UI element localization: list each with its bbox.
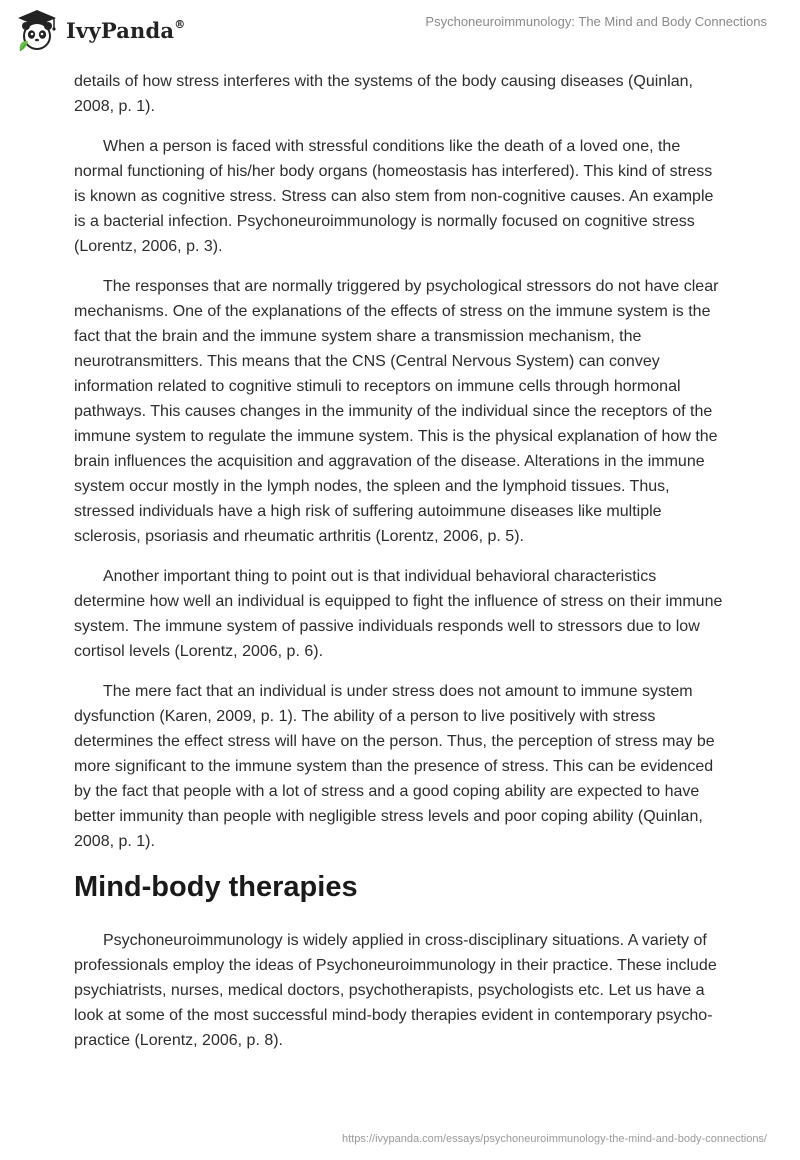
paragraph: details of how stress interferes with the systems of the body causing diseases (Quinlan, 2008, p. 1). bbox=[74, 73, 693, 115]
document-title: Psychoneuroimmunology: The Mind and Body Connections bbox=[425, 14, 767, 29]
ivypanda-logo[interactable] bbox=[14, 7, 185, 53]
logo-wordmark: IvyPanda® bbox=[66, 17, 186, 43]
essay-body bbox=[74, 69, 726, 1068]
paragraph: When a person is faced with stressful conditions like the death of a loved one, the normal functioning of his/her body organs (homeostasis has interfered). This kind of stress is known as cognitive stress. Stress can also stem from non-cognitive causes. An example is a bacterial infection. Psychoneuroimmunology is normally focused on cognitive stress (Lorentz, 2006, p. 3). bbox=[74, 138, 714, 255]
paragraph: Another important thing to point out is that individual behavioral characteristics determine how well an individual is equipped to fight the influence of stress on their immune system. The immune system of passive individuals responds well to stressors due to low cortisol levels (Lorentz, 2006, p. 6). bbox=[74, 568, 723, 660]
footer-url[interactable]: https://ivypanda.com/essays/psychoneuroimmunology-the-mind-and-body-connections/ bbox=[342, 1133, 767, 1145]
section-heading: Mind-body therapies bbox=[74, 871, 358, 903]
page-header bbox=[0, 0, 800, 64]
paragraph: The mere fact that an individual is under stress does not amount to immune system dysfunction (Karen, 2009, p. 1). The ability of a person to live positively with stress determines the effect stress will have on the person. Thus, the perception of stress may be more significant to the immune system than the presence of stress. This can be evidenced by the fact that people with a lot of stress and a good coping ability are expected to have better immunity than people with negligible stress levels and poor coping ability (Quinlan, 2008, p. 1). bbox=[74, 683, 715, 850]
paragraph: Psychoneuroimmunology is widely applied in cross-disciplinary situations. A variety of professionals employ the ideas of Psychoneuroimmunology in their practice. These include psychiatrists, nurses, medical doctors, psychotherapists, psychologists etc. Let us have a look at some of the most successful mind-body therapies evident in contemporary psycho-practice (Lorentz, 2006, p. 8). bbox=[74, 932, 717, 1049]
panda-graduate-icon bbox=[14, 7, 60, 53]
paragraph: The responses that are normally triggered by psychological stressors do not have clear mechanisms. One of the explanations of the effects of stress on the immune system is the fact that the brain and the immune system share a transmission mechanism, the neurotransmitters. This means that the CNS (Central Nervous System) can convey information related to cognitive stimuli to receptors on immune cells through hormonal pathways. This causes changes in the immunity of the individual since the receptors of the immune system to regulate the immune system. This is the physical explanation of how the brain influences the acquisition and aggravation of the disease. Alterations in the immune system occur mostly in the lymph nodes, the spleen and the lymphoid tissues. Thus, stressed individuals have a high risk of suffering autoimmune diseases like multiple sclerosis, psoriasis and rheumatic arthritis (Lorentz, 2006, p. 5). bbox=[74, 278, 719, 545]
